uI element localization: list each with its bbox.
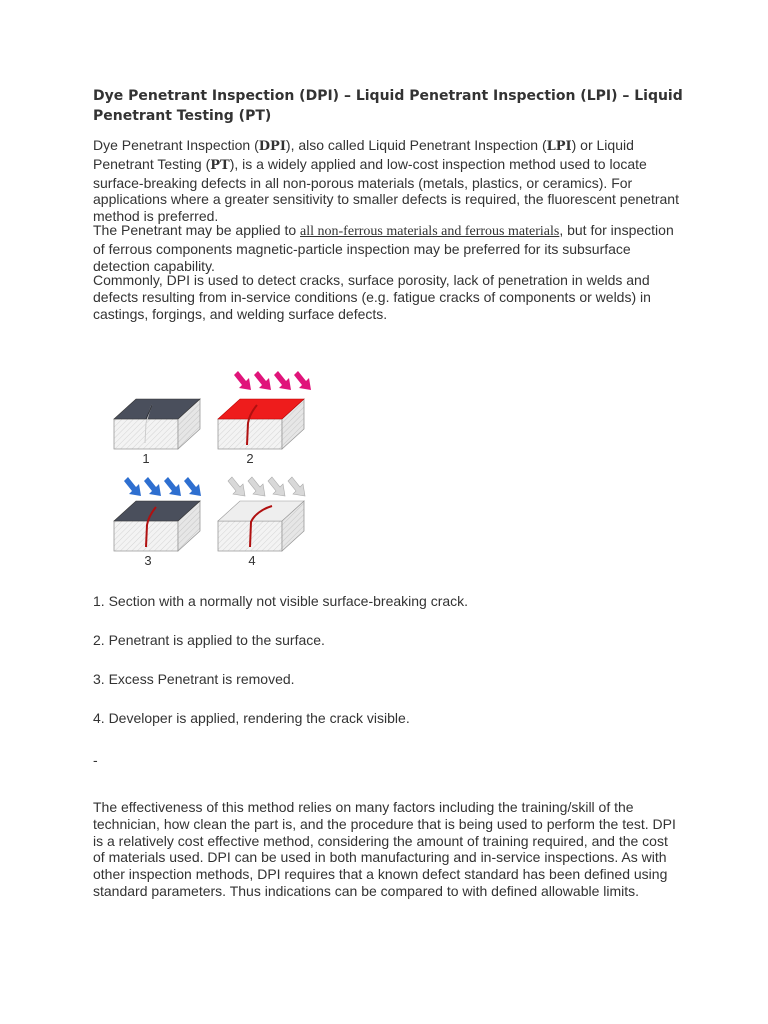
penetrant-arrows — [234, 371, 311, 390]
materials-text-before: The Penetrant may be applied to — [93, 222, 301, 238]
dpi-process-diagram — [108, 365, 318, 570]
block-2 — [218, 399, 304, 449]
arrow-icon — [294, 371, 311, 390]
intro-term-pt: PT — [210, 157, 230, 173]
arrow-icon — [268, 477, 285, 496]
block-3 — [114, 501, 200, 551]
separator-dash: - — [93, 752, 98, 768]
figure-label-4: 4 — [248, 553, 256, 568]
arrow-icon — [288, 477, 305, 496]
arrow-icon — [274, 371, 291, 390]
intro-text-1: Dye Penetrant Inspection ( — [93, 137, 259, 153]
block-4 — [218, 501, 304, 551]
arrow-icon — [164, 477, 181, 496]
developer-arrows — [228, 477, 305, 496]
intro-text-4: ), is a widely applied and low-cost inspection method used to locate surface-breaking defects in all non-porous materials (metals, plastics, or ceramics). For applications where a greater sensitivity to smaller defects is required, the fluorescent penetrant method is preferred. — [93, 155, 679, 225]
block-1 — [114, 399, 200, 449]
page-title: Dye Penetrant Inspection (DPI) – Liquid Penetrant Inspection (LPI) – Liquid Penetrant Testing (PT) — [93, 88, 683, 124]
intro-paragraph — [93, 137, 683, 225]
materials-link[interactable]: all non-ferrous materials and ferrous materials — [300, 224, 560, 239]
effectiveness-paragraph: The effectiveness of this method relies on many factors including the training/skill of the technician, how clean the part is, and the procedure that is being used to perform the test. DPI is a relatively cost effective method, considering the amount of training required, and the cost of materials used. DPI can be used in both manufacturing and in-service inspections. As with other inspection methods, DPI requires that a known defect standard has been defined using standard parameters. Thus indications can be compared to with defined allowable limits. — [93, 799, 676, 899]
removal-arrows — [124, 477, 201, 496]
figure-label-2: 2 — [246, 451, 254, 466]
arrow-icon — [234, 371, 251, 390]
step-4-caption: 4. Developer is applied, rendering the crack visible. — [93, 710, 410, 726]
arrow-icon — [124, 477, 141, 496]
intro-term-lpi: LPI — [546, 139, 572, 154]
intro-text-3: ) or Liquid Penetrant Testing ( — [93, 137, 634, 172]
intro-term-dpi: DPI — [258, 139, 286, 154]
arrow-icon — [144, 477, 161, 496]
arrow-icon — [248, 477, 265, 496]
figure-label-3: 3 — [144, 553, 152, 568]
applications-paragraph: Commonly, DPI is used to detect cracks, surface porosity, lack of penetration in welds and defects resulting from in-service conditions (e.g. fatigue cracks of components or welds) in castings, forgings, and welding surface defects. — [93, 272, 651, 322]
arrow-icon — [254, 371, 271, 390]
materials-paragraph — [93, 222, 683, 274]
step-3-caption: 3. Excess Penetrant is removed. — [93, 671, 295, 687]
materials-text-after: , but for inspection of ferrous components magnetic-particle inspection may be preferred for its subsurface detection capability. — [93, 222, 674, 274]
dpi-process-figure — [108, 365, 318, 570]
figure-label-1: 1 — [142, 451, 150, 466]
arrow-icon — [184, 477, 201, 496]
step-1-caption: 1. Section with a normally not visible surface-breaking crack. — [93, 593, 469, 609]
intro-text-2: ), also called Liquid Penetrant Inspection ( — [285, 137, 547, 153]
step-2-caption: 2. Penetrant is applied to the surface. — [93, 632, 325, 648]
arrow-icon — [228, 477, 245, 496]
